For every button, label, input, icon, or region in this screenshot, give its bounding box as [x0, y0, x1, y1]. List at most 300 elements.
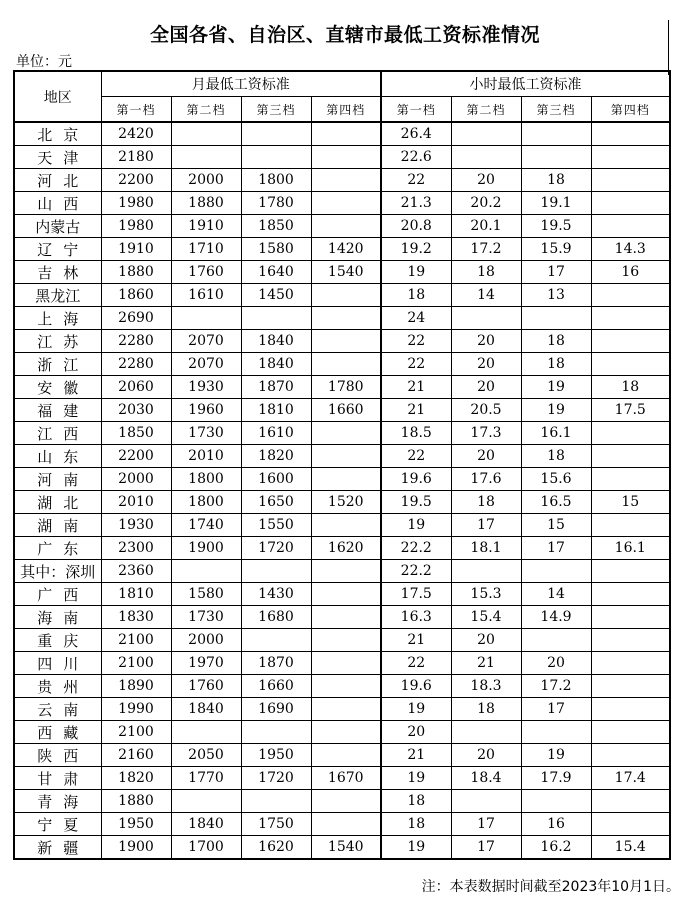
monthly-tier-3-cell: 1820: [241, 445, 311, 468]
hourly-tier-3-cell: 17.9: [521, 767, 591, 790]
hourly-tier-2-cell: 17: [451, 813, 521, 836]
monthly-tier-4-cell: [311, 675, 381, 698]
region-cell: 安徽: [14, 376, 101, 399]
table-row: [14, 353, 670, 376]
table-row: [14, 721, 670, 744]
region-cell: 海南: [14, 606, 101, 629]
table-row: [14, 261, 670, 284]
monthly-tier-4-cell: 1540: [311, 261, 381, 284]
hourly-tier-3-cell: 19: [521, 399, 591, 422]
hourly-tier-1-cell: 26.4: [381, 122, 451, 146]
monthly-tier-4-cell: [311, 813, 381, 836]
region-cell: 湖北: [14, 491, 101, 514]
monthly-tier-2-cell: 2010: [171, 445, 241, 468]
hourly-tier-3-cell: 16: [521, 813, 591, 836]
monthly-tier-2-cell: [171, 790, 241, 813]
monthly-tier-1-cell: 2200: [101, 169, 171, 192]
hourly-tier-1-cell: 19.5: [381, 491, 451, 514]
monthly-tier-4-cell: [311, 652, 381, 675]
monthly-tier-1-cell: 2100: [101, 652, 171, 675]
hourly-tier-1-cell: 21: [381, 629, 451, 652]
monthly-tier-2-cell: [171, 721, 241, 744]
monthly-tier-3-cell: [241, 146, 311, 169]
hourly-tier-2-cell: 18: [451, 491, 521, 514]
monthly-tier-1-cell: 1850: [101, 422, 171, 445]
hourly-tier-4-cell: [591, 422, 670, 445]
table-row: [14, 468, 670, 491]
table-row: [14, 122, 670, 146]
monthly-tier-2-cell: 1760: [171, 261, 241, 284]
monthly-tier-4-cell: 1620: [311, 537, 381, 560]
hourly-tier-4-cell: 17.5: [591, 399, 670, 422]
monthly-tier-2-cell: 2050: [171, 744, 241, 767]
region-cell: 宁夏: [14, 813, 101, 836]
region-cell: 广西: [14, 583, 101, 606]
hourly-tier-1-cell: 22: [381, 330, 451, 353]
hourly-tier-3-cell: 19.5: [521, 215, 591, 238]
hourly-tier-3-cell: 19: [521, 376, 591, 399]
hourly-tier-1-cell: 19.6: [381, 675, 451, 698]
monthly-tier-2-cell: [171, 146, 241, 169]
hourly-tier-1-cell: 19: [381, 514, 451, 537]
table-row: [14, 767, 670, 790]
monthly-tier-2-cell: 1880: [171, 192, 241, 215]
monthly-tier-1-cell: 2000: [101, 468, 171, 491]
region-cell: 西藏: [14, 721, 101, 744]
monthly-tier-2-cell: [171, 122, 241, 146]
monthly-tier-3-cell: 1640: [241, 261, 311, 284]
hourly-tier-3-cell: 20: [521, 652, 591, 675]
hourly-tier-2-cell: 20: [451, 629, 521, 652]
monthly-tier-3-cell: 1780: [241, 192, 311, 215]
monthly-tier-1-cell: 1980: [101, 192, 171, 215]
hourly-tier-4-cell: [591, 215, 670, 238]
monthly-tier-2-cell: 2070: [171, 353, 241, 376]
region-cell: 重庆: [14, 629, 101, 652]
table-row: [14, 537, 670, 560]
monthly-tier-2-cell: [171, 560, 241, 583]
hourly-tier-4-cell: [591, 583, 670, 606]
footnote: 注：本表数据时间截至2023年10月1日。: [421, 879, 680, 895]
hourly-tier-1-cell: 20: [381, 721, 451, 744]
monthly-tier-3-cell: 1550: [241, 514, 311, 537]
monthly-tier-3-cell: 1750: [241, 813, 311, 836]
monthly-tier-3-cell: 1800: [241, 169, 311, 192]
monthly-tier-4-cell: [311, 468, 381, 491]
table-row: [14, 192, 670, 215]
hourly-tier-4-cell: [591, 122, 670, 146]
region-cell: 上海: [14, 307, 101, 330]
hourly-tier-2-cell: 20: [451, 330, 521, 353]
monthly-tier-4-cell: [311, 422, 381, 445]
hourly-tier-4-cell: [591, 284, 670, 307]
monthly-tier-1-cell: 2690: [101, 307, 171, 330]
monthly-tier-3-cell: 1840: [241, 353, 311, 376]
hourly-tier-1-cell: 22.6: [381, 146, 451, 169]
monthly-tier-3-cell: [241, 721, 311, 744]
monthly-tier-3-cell: 1810: [241, 399, 311, 422]
table-row: [14, 445, 670, 468]
hourly-tier-3-cell: 17: [521, 537, 591, 560]
hourly-tier-3-cell: 13: [521, 284, 591, 307]
hourly-tier-2-cell: 21: [451, 652, 521, 675]
hourly-tier-3-cell: 19.1: [521, 192, 591, 215]
table-row: [14, 560, 670, 583]
monthly-tier-4-cell: [311, 629, 381, 652]
table-row: [14, 307, 670, 330]
hourly-tier-1-cell: 19: [381, 698, 451, 721]
hourly-tier-4-cell: [591, 169, 670, 192]
region-cell: 四川: [14, 652, 101, 675]
hourly-tier-1-cell: 22.2: [381, 560, 451, 583]
hourly-tier-3-cell: 18: [521, 353, 591, 376]
hourly-tier-1-cell: 22: [381, 445, 451, 468]
monthly-tier-1-cell: 2100: [101, 721, 171, 744]
monthly-tier-2-cell: 1740: [171, 514, 241, 537]
hourly-tier-2-cell: [451, 560, 521, 583]
region-cell: 河北: [14, 169, 101, 192]
hourly-tier-3-cell: [521, 146, 591, 169]
hourly-tier-2-cell: 17: [451, 836, 521, 860]
hourly-tier-2-cell: 18.3: [451, 675, 521, 698]
region-cell: 新疆: [14, 836, 101, 860]
hourly-tier-3-cell: [521, 560, 591, 583]
monthly-tier-2-cell: 1840: [171, 698, 241, 721]
monthly-tier-1-cell: 2360: [101, 560, 171, 583]
hourly-tier-4-cell: [591, 790, 670, 813]
monthly-tier-2-cell: [171, 307, 241, 330]
hourly-tier-2-cell: 20.5: [451, 399, 521, 422]
frame-line: [668, 20, 669, 75]
monthly-tier-3-cell: 1870: [241, 652, 311, 675]
hourly-tier-4-cell: [591, 560, 670, 583]
monthly-tier-1-cell: 1820: [101, 767, 171, 790]
monthly-header: 月最低工资标准: [101, 71, 381, 97]
hourly-tier-3-cell: 17: [521, 698, 591, 721]
monthly-tier-3-cell: 1870: [241, 376, 311, 399]
hourly-tier-2-cell: 20.1: [451, 215, 521, 238]
region-cell: 浙江: [14, 353, 101, 376]
hourly-tier-3-cell: 16.1: [521, 422, 591, 445]
hourly-tier-4-cell: [591, 353, 670, 376]
monthly-tier-2-cell: 1730: [171, 606, 241, 629]
hourly-tier-4-cell: 18: [591, 376, 670, 399]
monthly-tier-2-cell: 1800: [171, 468, 241, 491]
region-cell: 陕西: [14, 744, 101, 767]
hourly-tier-1-cell: 22.2: [381, 537, 451, 560]
monthly-tier-1-cell: 1950: [101, 813, 171, 836]
monthly-tier-4-cell: 1660: [311, 399, 381, 422]
monthly-tier-1-cell: 2030: [101, 399, 171, 422]
monthly-tier-3-cell: 1660: [241, 675, 311, 698]
hourly-tier-3-cell: 17: [521, 261, 591, 284]
monthly-tier-3-cell: [241, 560, 311, 583]
monthly-tier-4-cell: [311, 583, 381, 606]
hourly-tier-1-cell: 18: [381, 790, 451, 813]
hourly-tier-1-cell: 16.3: [381, 606, 451, 629]
hourly-tier-2-cell: [451, 790, 521, 813]
hourly-tier-4-cell: 15: [591, 491, 670, 514]
monthly-tier-4-cell: [311, 215, 381, 238]
hourly-tier-1-cell: 22: [381, 169, 451, 192]
hourly-tier-4-cell: [591, 514, 670, 537]
hourly-tier-2-cell: 17.2: [451, 238, 521, 261]
hourly-tier-4-header: 第四档: [591, 97, 670, 123]
monthly-tier-4-cell: [311, 560, 381, 583]
hourly-tier-3-cell: 15.6: [521, 468, 591, 491]
hourly-tier-1-cell: 21: [381, 744, 451, 767]
hourly-tier-3-cell: [521, 721, 591, 744]
region-cell: 内蒙古: [14, 215, 101, 238]
monthly-tier-2-cell: 1730: [171, 422, 241, 445]
monthly-tier-1-cell: 2280: [101, 330, 171, 353]
monthly-tier-4-cell: [311, 169, 381, 192]
hourly-tier-1-cell: 17.5: [381, 583, 451, 606]
table-row: [14, 330, 670, 353]
monthly-tier-4-cell: 1670: [311, 767, 381, 790]
monthly-tier-1-cell: 1880: [101, 261, 171, 284]
region-cell: 江西: [14, 422, 101, 445]
monthly-tier-3-cell: 1690: [241, 698, 311, 721]
table-row: [14, 813, 670, 836]
hourly-tier-2-cell: [451, 146, 521, 169]
monthly-tier-2-cell: 1930: [171, 376, 241, 399]
hourly-tier-4-cell: [591, 813, 670, 836]
hourly-tier-4-cell: [591, 307, 670, 330]
hourly-tier-2-cell: 18.4: [451, 767, 521, 790]
monthly-tier-1-cell: 1930: [101, 514, 171, 537]
monthly-tier-2-cell: 1610: [171, 284, 241, 307]
monthly-tier-1-cell: 2180: [101, 146, 171, 169]
hourly-tier-1-cell: 19: [381, 767, 451, 790]
monthly-tier-3-cell: [241, 629, 311, 652]
monthly-tier-2-cell: 1900: [171, 537, 241, 560]
monthly-tier-2-cell: 1770: [171, 767, 241, 790]
monthly-tier-4-cell: [311, 284, 381, 307]
table-row: [14, 675, 670, 698]
table-row: [14, 698, 670, 721]
hourly-tier-1-cell: 21.3: [381, 192, 451, 215]
table-row: [14, 744, 670, 767]
monthly-tier-3-cell: 1720: [241, 767, 311, 790]
region-cell: 北京: [14, 122, 101, 146]
monthly-tier-3-cell: 1620: [241, 836, 311, 860]
monthly-tier-4-cell: 1420: [311, 238, 381, 261]
hourly-tier-3-cell: [521, 629, 591, 652]
monthly-tier-4-cell: [311, 330, 381, 353]
hourly-tier-2-cell: 15.4: [451, 606, 521, 629]
hourly-tier-2-cell: 20.2: [451, 192, 521, 215]
monthly-tier-4-cell: [311, 122, 381, 146]
hourly-tier-4-cell: [591, 698, 670, 721]
monthly-tier-2-cell: 1710: [171, 238, 241, 261]
monthly-tier-2-cell: 1800: [171, 491, 241, 514]
hourly-tier-4-cell: [591, 629, 670, 652]
region-cell: 湖南: [14, 514, 101, 537]
hourly-tier-4-cell: 17.4: [591, 767, 670, 790]
hourly-tier-3-cell: [521, 307, 591, 330]
hourly-tier-1-cell: 19: [381, 261, 451, 284]
table-row: [14, 491, 670, 514]
region-cell: 黑龙江: [14, 284, 101, 307]
monthly-tier-3-cell: 1850: [241, 215, 311, 238]
hourly-tier-3-cell: 18: [521, 169, 591, 192]
region-cell: 山西: [14, 192, 101, 215]
hourly-tier-3-cell: [521, 122, 591, 146]
hourly-tier-1-cell: 20.8: [381, 215, 451, 238]
region-cell: 山东: [14, 445, 101, 468]
region-cell: 天津: [14, 146, 101, 169]
hourly-tier-3-cell: 14: [521, 583, 591, 606]
monthly-tier-2-cell: 1970: [171, 652, 241, 675]
hourly-tier-1-cell: 19: [381, 836, 451, 860]
monthly-tier-3-cell: [241, 122, 311, 146]
monthly-tier-3-cell: 1950: [241, 744, 311, 767]
hourly-tier-1-cell: 21: [381, 399, 451, 422]
table-row: [14, 422, 670, 445]
table-row: [14, 606, 670, 629]
hourly-tier-1-cell: 18: [381, 813, 451, 836]
monthly-tier-4-cell: [311, 514, 381, 537]
hourly-tier-1-cell: 18: [381, 284, 451, 307]
hourly-tier-1-cell: 19.6: [381, 468, 451, 491]
hourly-tier-4-cell: 16.1: [591, 537, 670, 560]
hourly-tier-2-cell: [451, 122, 521, 146]
table-row: [14, 169, 670, 192]
hourly-tier-2-cell: 17.6: [451, 468, 521, 491]
hourly-tier-4-cell: [591, 445, 670, 468]
hourly-tier-4-cell: 15.4: [591, 836, 670, 860]
hourly-tier-2-cell: [451, 721, 521, 744]
hourly-tier-1-cell: 22: [381, 353, 451, 376]
monthly-tier-4-cell: 1540: [311, 836, 381, 860]
monthly-tier-4-cell: [311, 146, 381, 169]
table-row: [14, 583, 670, 606]
monthly-tier-1-cell: 1990: [101, 698, 171, 721]
monthly-tier-4-cell: [311, 698, 381, 721]
hourly-tier-4-cell: [591, 675, 670, 698]
monthly-tier-1-cell: 1830: [101, 606, 171, 629]
hourly-tier-2-cell: [451, 307, 521, 330]
hourly-tier-1-cell: 24: [381, 307, 451, 330]
table-row: [14, 376, 670, 399]
monthly-tier-2-cell: 1760: [171, 675, 241, 698]
monthly-tier-3-cell: 1600: [241, 468, 311, 491]
hourly-tier-2-cell: 18: [451, 261, 521, 284]
table-row: [14, 146, 670, 169]
monthly-tier-3-cell: 1720: [241, 537, 311, 560]
table-row: [14, 399, 670, 422]
monthly-tier-4-cell: [311, 353, 381, 376]
hourly-tier-3-cell: [521, 790, 591, 813]
monthly-tier-1-cell: 1880: [101, 790, 171, 813]
monthly-tier-3-cell: 1430: [241, 583, 311, 606]
region-cell: 贵州: [14, 675, 101, 698]
hourly-tier-1-cell: 19.2: [381, 238, 451, 261]
monthly-tier-4-cell: [311, 790, 381, 813]
table-row: [14, 238, 670, 261]
monthly-tier-1-cell: 2160: [101, 744, 171, 767]
hourly-tier-2-cell: 17: [451, 514, 521, 537]
hourly-header: 小时最低工资标准: [381, 71, 670, 97]
monthly-tier-3-cell: 1650: [241, 491, 311, 514]
table-row: [14, 629, 670, 652]
monthly-tier-4-cell: [311, 307, 381, 330]
hourly-tier-2-cell: 17.3: [451, 422, 521, 445]
monthly-tier-2-cell: 2070: [171, 330, 241, 353]
region-cell: 云南: [14, 698, 101, 721]
hourly-tier-4-cell: [591, 330, 670, 353]
hourly-tier-3-cell: 18: [521, 445, 591, 468]
monthly-tier-4-cell: [311, 606, 381, 629]
monthly-tier-1-cell: 1980: [101, 215, 171, 238]
monthly-tier-4-cell: [311, 721, 381, 744]
hourly-tier-3-cell: 16.2: [521, 836, 591, 860]
hourly-tier-2-header: 第二档: [451, 97, 521, 123]
hourly-tier-3-cell: 14.9: [521, 606, 591, 629]
wage-table: [13, 70, 671, 860]
table-row: [14, 790, 670, 813]
region-cell: 其中：深圳: [14, 560, 101, 583]
hourly-tier-4-cell: [591, 192, 670, 215]
hourly-tier-1-cell: 18.5: [381, 422, 451, 445]
monthly-tier-4-cell: [311, 192, 381, 215]
monthly-tier-2-cell: 1910: [171, 215, 241, 238]
monthly-tier-1-cell: 1860: [101, 284, 171, 307]
hourly-tier-3-header: 第三档: [521, 97, 591, 123]
monthly-tier-3-header: 第三档: [241, 97, 311, 123]
unit-label: 单位：元: [16, 54, 72, 70]
monthly-tier-4-cell: [311, 744, 381, 767]
table-row: [14, 652, 670, 675]
region-cell: 河南: [14, 468, 101, 491]
region-cell: 福建: [14, 399, 101, 422]
table-row: [14, 284, 670, 307]
monthly-tier-2-cell: 1700: [171, 836, 241, 860]
hourly-tier-2-cell: 14: [451, 284, 521, 307]
monthly-tier-3-cell: 1580: [241, 238, 311, 261]
hourly-tier-2-cell: 15.3: [451, 583, 521, 606]
hourly-tier-2-cell: 20: [451, 744, 521, 767]
hourly-tier-3-cell: 19: [521, 744, 591, 767]
monthly-tier-4-cell: 1520: [311, 491, 381, 514]
region-cell: 辽宁: [14, 238, 101, 261]
region-header: 地区: [14, 71, 101, 122]
monthly-tier-3-cell: [241, 790, 311, 813]
monthly-tier-3-cell: [241, 307, 311, 330]
monthly-tier-1-cell: 1810: [101, 583, 171, 606]
hourly-tier-4-cell: [591, 606, 670, 629]
hourly-tier-1-cell: 21: [381, 376, 451, 399]
region-cell: 江苏: [14, 330, 101, 353]
monthly-tier-2-cell: 1580: [171, 583, 241, 606]
monthly-tier-4-header: 第四档: [311, 97, 381, 123]
monthly-tier-2-cell: 2000: [171, 629, 241, 652]
monthly-tier-3-cell: 1610: [241, 422, 311, 445]
hourly-tier-4-cell: [591, 652, 670, 675]
hourly-tier-2-cell: 20: [451, 445, 521, 468]
hourly-tier-3-cell: 17.2: [521, 675, 591, 698]
hourly-tier-4-cell: [591, 468, 670, 491]
hourly-tier-2-cell: 20: [451, 353, 521, 376]
hourly-tier-2-cell: 18.1: [451, 537, 521, 560]
monthly-tier-1-cell: 2100: [101, 629, 171, 652]
monthly-tier-3-cell: 1840: [241, 330, 311, 353]
hourly-tier-3-cell: 15: [521, 514, 591, 537]
region-cell: 吉林: [14, 261, 101, 284]
monthly-tier-3-cell: 1450: [241, 284, 311, 307]
table-body: [14, 122, 670, 859]
